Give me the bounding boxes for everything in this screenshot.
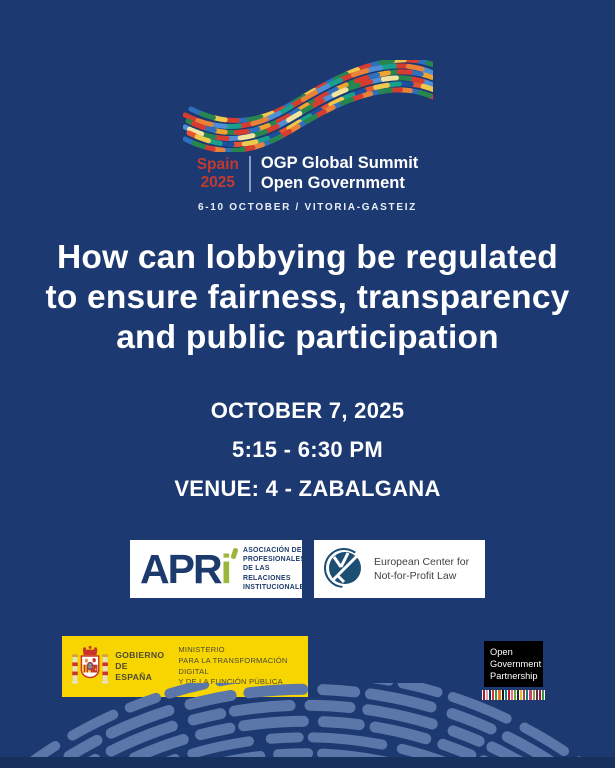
ecnl-globe-icon: [323, 548, 365, 590]
apri-full-name: [243, 546, 309, 593]
host-country: Spain: [196, 155, 239, 173]
session-title-line3: and public participation: [116, 319, 499, 356]
summit-name: [261, 154, 418, 194]
summit-dates-location: 6-10 OCTOBER / VITORIA-GASTEIZ: [198, 201, 417, 213]
summit-wave-icon: [183, 60, 433, 152]
ecnl-logo: [314, 540, 485, 598]
ogp-logo-line2: Government: [490, 659, 542, 670]
event-venue: VENUE: 4 - ZABALGANA: [174, 476, 441, 501]
ministry-name-line2: PARA LA TRANSFORMACIÓN DIGITAL: [178, 655, 288, 676]
partner-logos-row: [0, 540, 615, 598]
host-year: 2025: [200, 173, 236, 191]
apri-wordmark: [140, 545, 230, 592]
session-title: [0, 238, 615, 358]
session-title-line2: to ensure fairness, transparency: [45, 279, 570, 316]
ecnl-name-line2: Not-for-Profit Law: [374, 570, 457, 582]
summit-name-line2: Open Government: [260, 173, 405, 192]
apri-name-line4: INSTITUCIONALES: [242, 583, 310, 591]
event-details: [0, 398, 615, 515]
bottom-wave-pattern: [0, 683, 615, 768]
ministry-name-line1: MINISTERIO: [178, 645, 225, 655]
ministry-name: [178, 645, 308, 688]
government-name-line1: GOBIERNO: [115, 649, 165, 660]
summit-name-line1: OGP Global Summit: [260, 154, 419, 172]
apri-logo: [130, 540, 310, 598]
apri-name-line2: PROFESIONALES: [242, 556, 306, 564]
apri-wordmark-i: i: [220, 545, 230, 592]
ministry-name-line3: Y DE LA FUNCIÓN PÚBLICA: [178, 677, 283, 687]
lockup-divider: [249, 156, 251, 192]
ogp-logo: [484, 641, 543, 687]
apri-name-line1: ASOCIACIÓN DE: [242, 546, 302, 554]
session-title-line1: How can lobbying be regulated: [57, 239, 558, 276]
bottom-band: [0, 757, 615, 768]
apri-accent-icon: [230, 547, 238, 559]
summit-lockup: [0, 154, 615, 194]
apri-wordmark-caps: APR: [140, 545, 221, 592]
ecnl-full-name: [374, 555, 469, 583]
ecnl-name-line1: European Center for: [374, 555, 470, 568]
government-name-line2: DE ESPAÑA: [115, 660, 153, 683]
event-time: 5:15 - 6:30 PM: [232, 437, 383, 462]
government-name: [115, 650, 164, 684]
ogp-logo-line3: Partnership: [490, 671, 538, 682]
apri-name-line3: DE LAS RELACIONES: [242, 565, 291, 582]
event-date: OCTOBER 7, 2025: [210, 398, 405, 423]
summit-branding: [0, 60, 615, 213]
ogp-logo-line1: Open: [490, 647, 513, 657]
host-country-year: [197, 156, 239, 192]
